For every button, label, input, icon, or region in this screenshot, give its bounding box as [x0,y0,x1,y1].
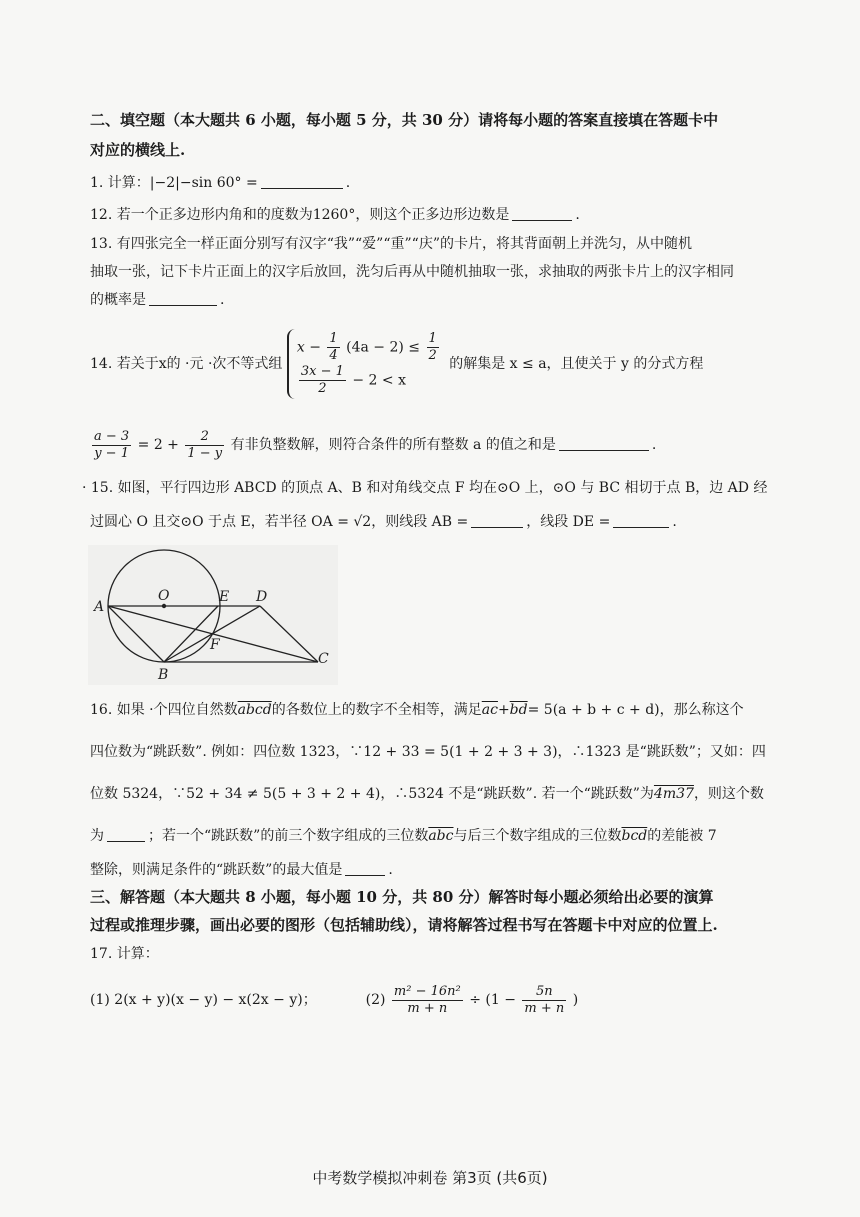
question-17-part2: (2) $\frac{\text{m² − 16n²}}{m + n}$ ÷ (1 − $\frac{5n}{m + n}$ ) [365,983,579,1016]
answer-blank [512,206,572,221]
answer-blank [471,513,523,528]
answer-blank [107,827,145,842]
question-12: 12. 若一个正多边形内角和的度数为1260°，则这个正多边形边数是 . [90,207,580,223]
question-16-line4: 为 ；若一个“跳跃数”的前三个数字组成的三位数$\overline{abc}$与后三个数字组成的三位数$\overline{bcd}$的差能被 7 [90,828,717,844]
question-11: 1. 计算：|−2|−sin 60° = . [90,175,351,191]
label-f: F [210,637,220,653]
question-15-line1: · 15. 如图，平行四边形 ABCD 的顶点 A、B 和对角线交点 F 均在⊙O 上，⊙O 与 BC 相切于点 B，边 AD 经 [82,480,768,496]
question-17-part1: (1) 2(x + y)(x − y) − x(2x − y)； [90,992,317,1008]
label-d: D [256,589,268,605]
label-e: E [219,589,230,605]
question-13-line2: 抽取一张，记下卡片正面上的汉字后放回，洗匀后再从中随机抽取一张，求抽取的两张卡片上的汉字相同 [90,264,734,280]
question-14: 14. 若关于x的 ·元 ·次不等式组 x − $\frac{1}{4}$ (4a − 2) ≤ $\frac{1}{2}$ $\frac{3x - 1}{2}$ − 2 < x 的解集是 x ≤ a，且使关于 y 的分式方程 [90,326,790,402]
question-16-line1: 16. 如果 ·个四位自然数abcd的各数位上的数字不全相等，满足$\overline{ac}+\overline{bd}= 5(a + b + c + d)$，那么称这个 [90,702,744,718]
label-a: A [94,599,105,615]
label-c: C [318,651,329,667]
question-14-equation: $\frac{a - 3}{y - 1}$ = 2 + $\frac{2}{1 - y}$ 有非负整数解，则符合条件的所有整数 a 的值之和是 . [94,428,657,461]
answer-blank [261,174,343,189]
section2-header: 二、填空题（本大题共 6 小题，每小题 5 分，共 30 分）请将每小题的答案直接填在答题卡中 [90,111,719,129]
geometry-figure [88,545,338,685]
center-point [162,604,166,608]
answer-blank [345,861,385,876]
question-17-title: 17. 计算： [90,946,159,962]
section3-header-cont: 过程或推理步骤，画出必要的图形（包括辅助线），请将解答过程书写在答题卡中对应的位置上. [90,916,718,934]
section3-header: 三、解答题（本大题共 8 小题，每小题 10 分，共 80 分）解答时每小题必须给出必要的演算 [90,888,714,906]
question-17-parts [90,978,790,1022]
section2-header-cont: 对应的横线上. [90,141,186,159]
answer-blank [613,513,669,528]
question-13-line1: 13. 有四张完全一样正面分别写有汉字“我”“爱”“重”“庆”的卡片，将其背面朝上并洗匀，从中随机 [90,236,692,252]
answer-blank [559,436,649,451]
question-13-line3: 的概率是 . [90,292,225,308]
question-15-line2: 过圆心 O 且交⊙O 于点 E，若半径 OA = √2，则线段 AB = ，线段 DE = . [90,514,677,530]
label-b: B [158,667,169,683]
answer-blank [149,291,217,306]
label-o: O [158,588,170,604]
question-16-line2: 四位数为“跳跃数”. 例如：四位数 1323，∵12 + 33 = 5(1 + 2 + 3 + 3)，∴1323 是“跳跃数”；又如：四 [90,744,766,760]
inequality-system: x − $\frac{1}{4}$ (4a − 2) ≤ $\frac{1}{2}$ $\frac{3x - 1}{2}$ − 2 < x [287,329,445,399]
question-16-line5: 整除，则满足条件的“跳跃数”的最大值是 . [90,862,393,878]
page-footer: 中考数学模拟冲刺卷 第3页 (共6页) [312,1169,548,1187]
question-16-line3: 位数 5324，∵52 + 34 ≠ 5(5 + 3 + 2 + 4)，∴5324 不是“跳跃数”. 若一个“跳跃数”为4m37，则这个数 [90,786,764,802]
